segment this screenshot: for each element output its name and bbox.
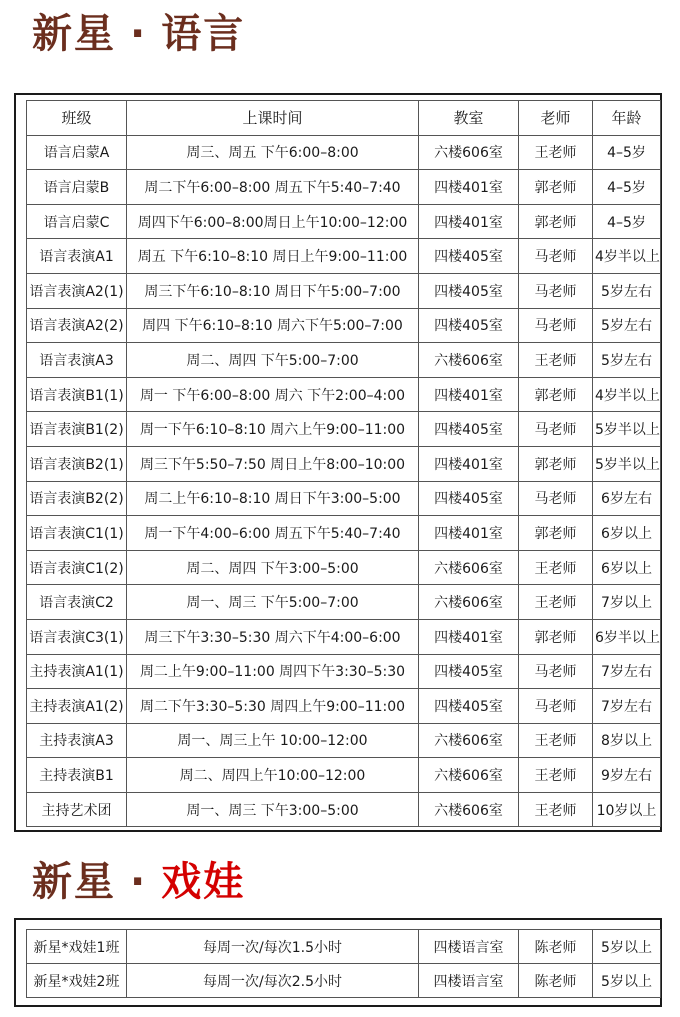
cell-class-time: 周四下午6:00–8:00周日上午10:00–12:00: [127, 204, 419, 239]
cell-teacher: 马老师: [519, 308, 593, 343]
cell-classroom: 六楼606室: [419, 792, 519, 827]
drama-schedule-table: [26, 929, 661, 998]
table-row: [27, 930, 661, 964]
cell-teacher: 郭老师: [519, 619, 593, 654]
table-row: [27, 481, 661, 516]
title-brand: 新星: [32, 859, 116, 905]
cell-age: 10岁以上: [593, 792, 661, 827]
table-row: [27, 308, 661, 343]
cell-classroom: 四楼405室: [419, 654, 519, 689]
header-classroom: 教室: [419, 101, 519, 136]
cell-class-name: 语言表演C1(2): [27, 550, 127, 585]
cell-class-name: 主持表演A1(2): [27, 689, 127, 724]
title-category: 语言: [161, 11, 246, 57]
cell-classroom: 四楼405室: [419, 239, 519, 274]
cell-age: 6岁以上: [593, 550, 661, 585]
cell-classroom: 六楼606室: [419, 758, 519, 793]
cell-age: 6岁半以上: [593, 619, 661, 654]
drama-schedule-frame: [14, 918, 662, 1007]
table-row: [27, 170, 661, 205]
title-brand: 新星: [32, 11, 116, 57]
table-row: [27, 550, 661, 585]
table-row: [27, 792, 661, 827]
cell-age: 7岁左右: [593, 689, 661, 724]
cell-teacher: 郭老师: [519, 446, 593, 481]
cell-class-name: 语言表演A3: [27, 343, 127, 378]
cell-class-time: 周四 下午6:10–8:10 周六下午5:00–7:00: [127, 308, 419, 343]
cell-age: 7岁左右: [593, 654, 661, 689]
table-header-row: [27, 101, 661, 136]
cell-class-time: 周三、周五 下午6:00–8:00: [127, 135, 419, 170]
cell-age: 4–5岁: [593, 170, 661, 205]
table-row: [27, 654, 661, 689]
table-row: [27, 377, 661, 412]
cell-teacher: 王老师: [519, 723, 593, 758]
cell-teacher: 郭老师: [519, 377, 593, 412]
cell-classroom: 六楼606室: [419, 723, 519, 758]
cell-class-name: 语言表演A2(2): [27, 308, 127, 343]
header-teacher: 老师: [519, 101, 593, 136]
section-title-drama: [32, 859, 246, 905]
cell-class-time: 周一、周三 下午5:00–7:00: [127, 585, 419, 620]
cell-classroom: 四楼405室: [419, 481, 519, 516]
cell-classroom: 四楼语言室: [419, 964, 519, 998]
cell-teacher: 郭老师: [519, 170, 593, 205]
cell-class-time: 每周一次/每次2.5小时: [127, 964, 419, 998]
cell-teacher: 马老师: [519, 481, 593, 516]
cell-class-time: 周二上午9:00–11:00 周四下午3:30–5:30: [127, 654, 419, 689]
language-schedule-frame: [14, 93, 662, 832]
cell-classroom: 四楼401室: [419, 516, 519, 551]
table-row: [27, 758, 661, 793]
cell-class-name: 语言表演C1(1): [27, 516, 127, 551]
cell-age: 5岁半以上: [593, 446, 661, 481]
section-title-language: [32, 11, 246, 57]
table-row: [27, 135, 661, 170]
cell-age: 5岁左右: [593, 273, 661, 308]
cell-teacher: 王老师: [519, 758, 593, 793]
cell-class-name: 新星*戏娃1班: [27, 930, 127, 964]
cell-age: 9岁左右: [593, 758, 661, 793]
cell-teacher: 王老师: [519, 585, 593, 620]
cell-classroom: 四楼401室: [419, 619, 519, 654]
cell-age: 6岁以上: [593, 516, 661, 551]
cell-class-time: 周二、周四上午10:00–12:00: [127, 758, 419, 793]
table-row: [27, 412, 661, 447]
cell-class-time: 周一下午4:00–6:00 周五下午5:40–7:40: [127, 516, 419, 551]
cell-class-name: 语言表演B2(1): [27, 446, 127, 481]
title-dot: ·: [130, 11, 148, 57]
cell-teacher: 王老师: [519, 135, 593, 170]
header-class-time: 上课时间: [127, 101, 419, 136]
table-row: [27, 239, 661, 274]
cell-classroom: 六楼606室: [419, 550, 519, 585]
title-category: 戏娃: [161, 859, 246, 905]
table-row: [27, 446, 661, 481]
cell-classroom: 四楼401室: [419, 170, 519, 205]
cell-teacher: 郭老师: [519, 204, 593, 239]
cell-class-name: 语言表演B2(2): [27, 481, 127, 516]
cell-class-time: 周二下午6:00–8:00 周五下午5:40–7:40: [127, 170, 419, 205]
table-row: [27, 689, 661, 724]
cell-classroom: 四楼405室: [419, 273, 519, 308]
cell-class-time: 周三下午3:30–5:30 周六下午4:00–6:00: [127, 619, 419, 654]
cell-class-name: 语言表演A2(1): [27, 273, 127, 308]
cell-class-name: 语言启蒙C: [27, 204, 127, 239]
cell-class-name: 语言表演B1(1): [27, 377, 127, 412]
cell-class-time: 周二、周四 下午5:00–7:00: [127, 343, 419, 378]
cell-class-name: 新星*戏娃2班: [27, 964, 127, 998]
cell-classroom: 六楼606室: [419, 343, 519, 378]
cell-classroom: 六楼606室: [419, 135, 519, 170]
cell-class-time: 周一 下午6:00–8:00 周六 下午2:00–4:00: [127, 377, 419, 412]
cell-classroom: 六楼606室: [419, 585, 519, 620]
cell-class-name: 主持艺术团: [27, 792, 127, 827]
cell-teacher: 陈老师: [519, 930, 593, 964]
cell-class-time: 周三下午5:50–7:50 周日上午8:00–10:00: [127, 446, 419, 481]
cell-class-time: 周三下午6:10–8:10 周日下午5:00–7:00: [127, 273, 419, 308]
cell-teacher: 马老师: [519, 239, 593, 274]
cell-class-name: 语言表演C2: [27, 585, 127, 620]
cell-age: 5岁左右: [593, 308, 661, 343]
cell-teacher: 陈老师: [519, 964, 593, 998]
table-row: [27, 273, 661, 308]
cell-age: 5岁以上: [593, 964, 661, 998]
title-dot: ·: [130, 859, 148, 905]
cell-age: 4岁半以上: [593, 377, 661, 412]
cell-class-name: 语言启蒙B: [27, 170, 127, 205]
cell-classroom: 四楼405室: [419, 412, 519, 447]
cell-teacher: 王老师: [519, 343, 593, 378]
cell-teacher: 王老师: [519, 792, 593, 827]
cell-teacher: 马老师: [519, 689, 593, 724]
cell-age: 5岁以上: [593, 930, 661, 964]
cell-class-time: 周二下午3:30–5:30 周四上午9:00–11:00: [127, 689, 419, 724]
cell-class-time: 周二、周四 下午3:00–5:00: [127, 550, 419, 585]
header-age: 年龄: [593, 101, 661, 136]
cell-classroom: 四楼405室: [419, 308, 519, 343]
cell-age: 7岁以上: [593, 585, 661, 620]
table-row: [27, 204, 661, 239]
cell-class-name: 语言表演A1: [27, 239, 127, 274]
cell-class-time: 周一、周三上午 10:00–12:00: [127, 723, 419, 758]
cell-teacher: 马老师: [519, 412, 593, 447]
cell-class-time: 周二上午6:10–8:10 周日下午3:00–5:00: [127, 481, 419, 516]
table-row: [27, 516, 661, 551]
cell-age: 4岁半以上: [593, 239, 661, 274]
cell-teacher: 王老师: [519, 550, 593, 585]
cell-class-time: 周五 下午6:10–8:10 周日上午9:00–11:00: [127, 239, 419, 274]
cell-class-name: 语言表演B1(2): [27, 412, 127, 447]
cell-age: 6岁左右: [593, 481, 661, 516]
cell-classroom: 四楼405室: [419, 689, 519, 724]
cell-classroom: 四楼语言室: [419, 930, 519, 964]
table-row: [27, 619, 661, 654]
cell-classroom: 四楼401室: [419, 446, 519, 481]
cell-class-time: 周一、周三 下午3:00–5:00: [127, 792, 419, 827]
cell-age: 4–5岁: [593, 135, 661, 170]
cell-age: 8岁以上: [593, 723, 661, 758]
cell-classroom: 四楼401室: [419, 377, 519, 412]
table-row: [27, 343, 661, 378]
cell-class-name: 语言启蒙A: [27, 135, 127, 170]
cell-class-time: 周一下午6:10–8:10 周六上午9:00–11:00: [127, 412, 419, 447]
cell-class-name: 主持表演A3: [27, 723, 127, 758]
cell-class-time: 每周一次/每次1.5小时: [127, 930, 419, 964]
cell-age: 5岁半以上: [593, 412, 661, 447]
cell-age: 5岁左右: [593, 343, 661, 378]
cell-class-name: 主持表演B1: [27, 758, 127, 793]
cell-class-name: 主持表演A1(1): [27, 654, 127, 689]
cell-age: 4–5岁: [593, 204, 661, 239]
cell-teacher: 郭老师: [519, 516, 593, 551]
cell-teacher: 马老师: [519, 654, 593, 689]
header-class-name: 班级: [27, 101, 127, 136]
cell-teacher: 马老师: [519, 273, 593, 308]
table-row: [27, 723, 661, 758]
table-row: [27, 964, 661, 998]
language-schedule-table: [26, 100, 661, 827]
table-row: [27, 585, 661, 620]
cell-classroom: 四楼401室: [419, 204, 519, 239]
cell-class-name: 语言表演C3(1): [27, 619, 127, 654]
